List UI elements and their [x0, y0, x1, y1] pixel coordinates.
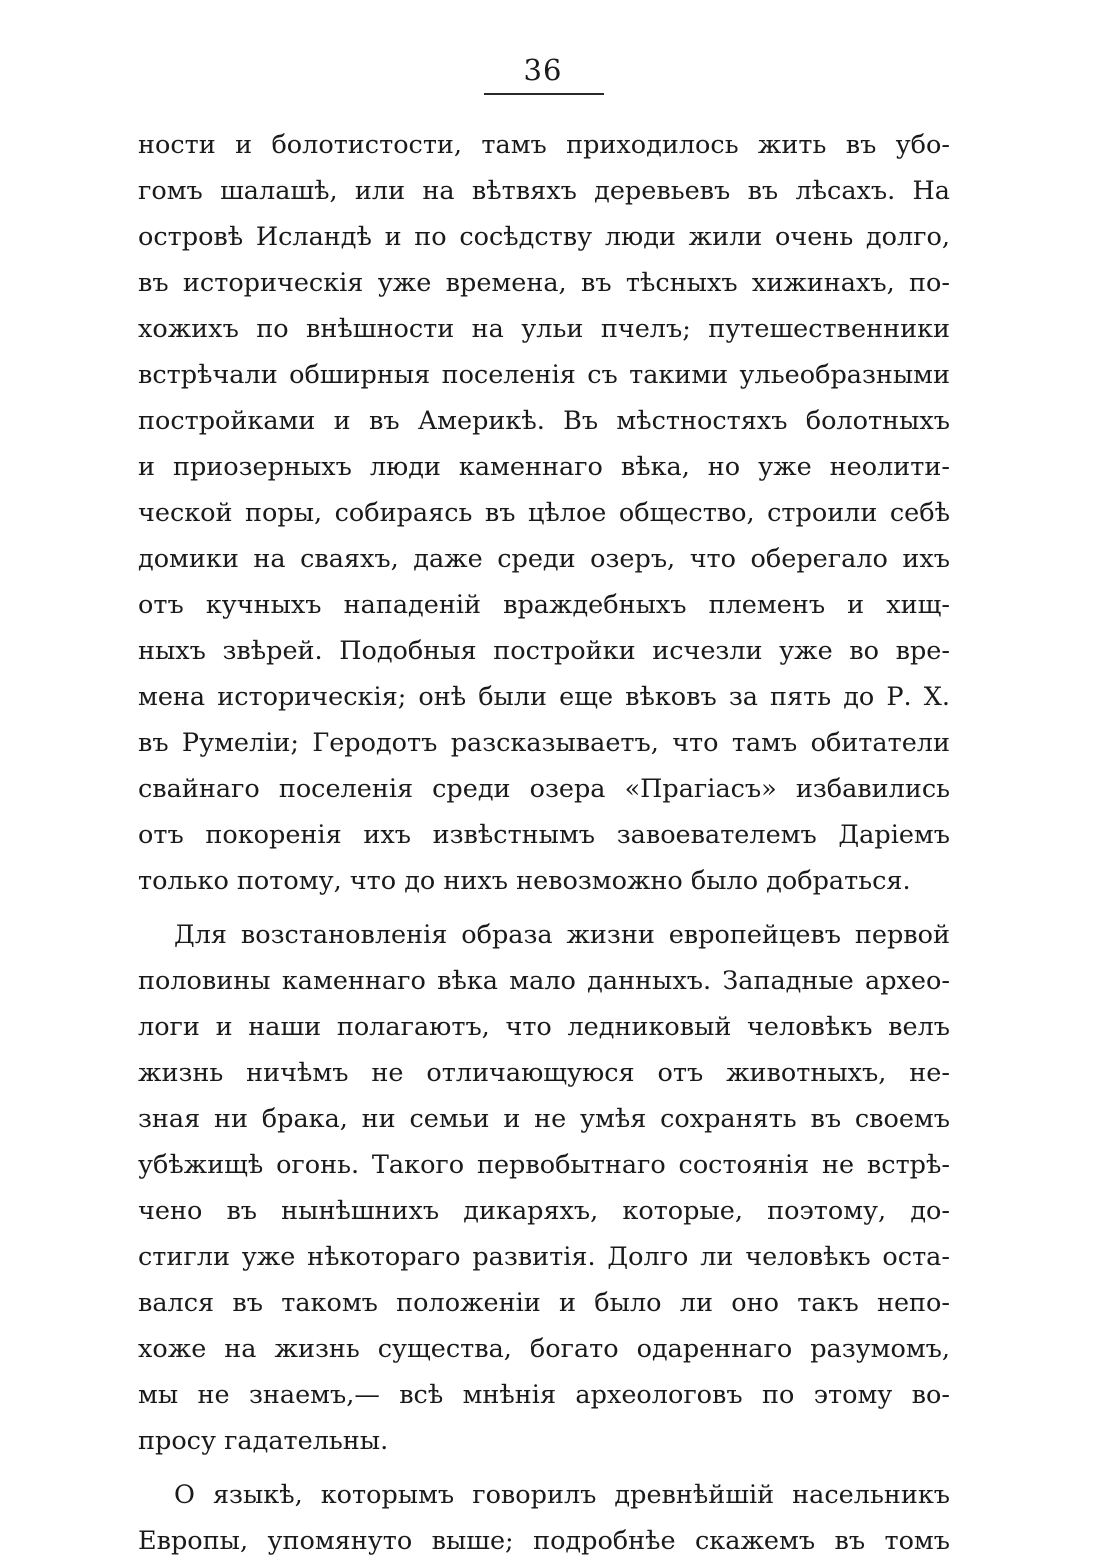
body-text [138, 122, 950, 1564]
page-number-rule [484, 93, 604, 95]
text-line: въ историческія уже времена, въ тѣсныхъ хижинахъ, по- [138, 268, 950, 298]
text-line: хоже на жизнь существа, богато одареннаго разумомъ, [138, 1334, 950, 1364]
text-line: хожихъ по внѣшности на ульи пчелъ; путешественники [138, 314, 950, 344]
text-line: ныхъ звѣрей. Подобныя постройки исчезли уже во вре- [138, 636, 950, 666]
text-line: только потому, что до нихъ невозможно было добраться. [138, 866, 911, 896]
paragraph [138, 1472, 950, 1564]
text-line: островѣ Исландѣ и по сосѣдству люди жили очень долго, [138, 222, 950, 252]
text-line: ческой поры, собираясь въ цѣлое общество, строили себѣ [138, 498, 950, 528]
text-line: постройками и въ Америкѣ. Въ мѣстностяхъ болотныхъ [138, 406, 950, 436]
paragraph [138, 912, 950, 1464]
text-line: вался въ такомъ положеніи и было ли оно такъ непо- [138, 1288, 950, 1318]
text-line: отъ покоренія ихъ извѣстнымъ завоевателемъ Даріемъ [138, 820, 950, 850]
text-line: жизнь ничѣмъ не отличающуюся отъ животныхъ, не- [138, 1058, 950, 1088]
text-line: стигли уже нѣкотораго развитія. Долго ли человѣкъ оста- [138, 1242, 950, 1272]
text-line: ности и болотистости, тамъ приходилось жить въ убо- [138, 130, 950, 160]
text-line: логи и наши полагаютъ, что ледниковый человѣкъ велъ [138, 1012, 950, 1042]
text-line: отъ кучныхъ нападеній враждебныхъ племенъ и хищ- [138, 590, 950, 620]
paragraph-gap [138, 904, 950, 912]
text-line: чено въ нынѣшнихъ дикаряхъ, которые, поэтому, до- [138, 1196, 950, 1226]
paragraph [138, 122, 950, 904]
text-line: зная ни брака, ни семьи и не умѣя сохранять въ своемъ [138, 1104, 950, 1134]
text-line: Европы, упомянуто выше; подробнѣе скажемъ въ томъ [138, 1526, 950, 1556]
text-line: половины каменнаго вѣка мало данныхъ. Западные археo- [138, 966, 950, 996]
text-line: домики на сваяхъ, даже среди озеръ, что оберегало ихъ [138, 544, 950, 574]
text-line: просу гадательны. [138, 1426, 389, 1456]
text-line: мена историческія; онѣ были еще вѣковъ за пять до Р. Х. [138, 682, 950, 712]
page-number: 36 [523, 53, 563, 87]
text-line: Для возстановленія образа жизни европейцевъ первой [174, 920, 950, 950]
text-line: О языкѣ, которымъ говорилъ древнѣйшій насельникъ [174, 1480, 950, 1510]
text-line: встрѣчали обширныя поселенія съ такими ульеобразными [138, 360, 950, 390]
text-line: мы не знаемъ,— всѣ мнѣнія археологовъ по этому во- [138, 1380, 950, 1410]
text-line: и приозерныхъ люди каменнаго вѣка, но уже неолити- [138, 452, 950, 482]
text-line: свайнаго поселенія среди озера «Прагіасъ» избавились [138, 774, 950, 804]
text-line: въ Румеліи; Геродотъ разсказываетъ, что тамъ обитатели [138, 728, 950, 758]
text-line: гомъ шалашѣ, или на вѣтвяхъ деревьевъ въ лѣсахъ. На [138, 176, 950, 206]
paragraph-gap [138, 1464, 950, 1472]
text-line: убѣжищѣ огонь. Такого первобытнаго состоянія не встрѣ- [138, 1150, 950, 1180]
